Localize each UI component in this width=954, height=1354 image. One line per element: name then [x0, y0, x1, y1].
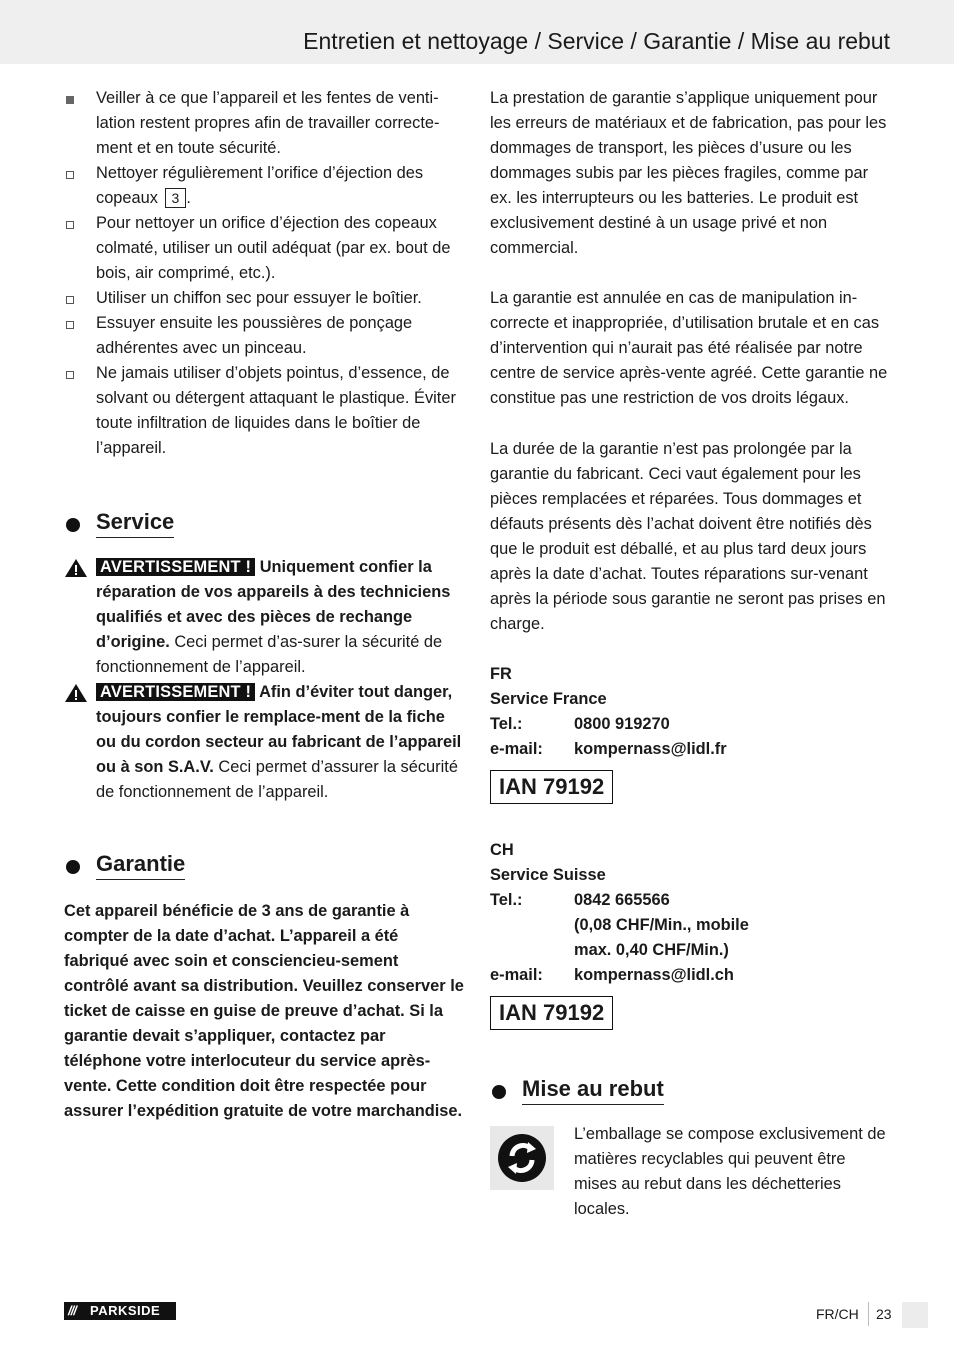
- garantie-paragraph: La garantie est annulée en cas de manipulation in-correcte et inappropriée, d’utilisation brutale et en cas d’intervention qui n’aurait pas été réalisée par notre centre de service après-vente agréé. Cette garantie ne constitue pas une restriction de vos droits légaux.: [490, 289, 888, 407]
- checkbox-bullet-icon: [66, 221, 74, 229]
- left-column: [64, 86, 464, 1124]
- list-item: Pour nettoyer un orifice d’éjection des copeaux colmaté, utiliser un outil adéquat (par ex. bout de bois, air comprimé, etc.).: [64, 211, 464, 286]
- checkbox-bullet-icon: [66, 296, 74, 304]
- parkside-logo: /// PARKSIDE: [64, 1302, 176, 1320]
- service-heading: Service: [64, 507, 464, 541]
- rebut-block: [490, 1122, 892, 1222]
- email-label: e-mail:: [490, 740, 543, 758]
- page-number: 23: [876, 1306, 892, 1322]
- service-name: Service France: [490, 690, 607, 708]
- figure-reference: 3: [165, 188, 187, 208]
- ian-number: IAN 79192: [490, 996, 613, 1030]
- email-address: kompernass@lidl.ch: [574, 966, 734, 984]
- logo-slashes-icon: ///: [68, 1303, 76, 1318]
- list-item: Nettoyer régulièrement l’orifice d’éjection des copeaux 3 .: [64, 161, 464, 211]
- checkbox-bullet-icon: [66, 321, 74, 329]
- right-column: [490, 86, 892, 1222]
- warning-label: AVERTISSEMENT !: [96, 683, 255, 701]
- page-title: Entretien et nettoyage / Service / Garantie / Mise au rebut: [303, 28, 890, 54]
- mise-au-rebut-heading: Mise au rebut: [490, 1074, 892, 1108]
- garantie-text: Cet appareil bénéficie de 3 ans de garantie à compter de la date d’achat. L’appareil a été fabriqué avec soin et consciencieu-sement contrôlé avant sa distribution. Veuillez conserver le ticket de caisse en guise de preuve d’achat. Si la garantie devait s’appliquer, contactez par téléphone votre interlocuteur du service après-vente. Cette condition doit être respectée pour assurer l’expédition gratuite de votre marchandise.: [64, 902, 464, 1120]
- country-code: FR: [490, 665, 512, 683]
- list-item: Veiller à ce que l’appareil et les fentes de venti-lation restent propres afin de travailler correcte-ment et en toute sécurité.: [64, 86, 464, 161]
- garantie-paragraph: La prestation de garantie s’applique uniquement pour les erreurs de matériaux et de fabrication, pas pour les dommages de transport, les pièces d’usure ou les dommages subis par les pièces fragiles, comme par ex. les interrupteurs ou les batteries. Le produit est exclusivement destiné à un usage privé et non commercial.: [490, 89, 887, 257]
- warning-notice: AVERTISSEMENT ! Afin d’éviter tout danger, toujours confier le remplace-ment de la fiche ou du cordon secteur au fabricant de l’appareil ou à son S.A.V. Ceci permet d’assurer la sécurité de fonctionnement de l’appareil.: [64, 680, 464, 805]
- checkbox-bullet-icon: [66, 371, 74, 379]
- email-label: e-mail:: [490, 966, 543, 984]
- ian-number: IAN 79192: [490, 770, 613, 804]
- warning-label: AVERTISSEMENT !: [96, 558, 255, 576]
- country-code: CH: [490, 841, 514, 859]
- recycling-logo: [490, 1126, 554, 1190]
- tel-number: 0800 919270: [574, 715, 670, 733]
- list-item: Utiliser un chiffon sec pour essuyer le boîtier.: [64, 286, 464, 311]
- footer-tab: [902, 1302, 928, 1328]
- checkbox-bullet-icon: [66, 171, 74, 179]
- contact-ch: [490, 838, 892, 1030]
- section-bullet-icon: [66, 860, 80, 874]
- list-item: Ne jamais utiliser d’objets pointus, d’essence, de solvant ou détergent attaquant le plastique. Éviter toute infiltration de liquides dans le boîtier de l’appareil.: [64, 361, 464, 461]
- warning-notice: AVERTISSEMENT ! Uniquement confier la réparation de vos appareils à des techniciens qualifiés et avec des pièces de rechange d’origine. Ceci permet d’as-surer la sécurité de fonctionnement de l’appareil.: [64, 555, 464, 680]
- green-dot-icon: [490, 1126, 554, 1190]
- list-item: Essuyer ensuite les poussières de ponçage adhérentes avec un pinceau.: [64, 311, 464, 361]
- garantie-heading: Garantie: [64, 849, 464, 883]
- contact-fr: [490, 662, 892, 804]
- tel-label: Tel.:: [490, 715, 523, 733]
- warning-triangle-icon: [64, 683, 88, 703]
- section-bullet-icon: [66, 518, 80, 532]
- service-name: Service Suisse: [490, 866, 606, 884]
- rebut-text: L’emballage se compose exclusivement de matières recyclables qui peuvent être mises au rebut dans les déchetteries locales.: [574, 1125, 886, 1218]
- warning-triangle-icon: [64, 558, 88, 578]
- language-code: FR/CH: [816, 1306, 859, 1322]
- email-address: kompernass@lidl.fr: [574, 740, 727, 758]
- page-header: [0, 0, 954, 64]
- footer-divider: [868, 1302, 869, 1326]
- garantie-paragraph: La durée de la garantie n’est pas prolongée par la garantie du fabricant. Ceci vaut également pour les pièces remplacées et réparées. Tous dommages et défauts présents dès l’achat doivent être notifiés dès que le produit est déballé, et au plus tard deux jours après la date d’achat. Toutes réparations sur-venant après la période sous garantie ne seront pas prises en charge.: [490, 440, 886, 633]
- tel-note: max. 0,40 CHF/Min.): [574, 941, 729, 959]
- tel-number: 0842 665566: [574, 891, 670, 909]
- square-bullet-icon: [66, 96, 74, 104]
- tel-label: Tel.:: [490, 891, 523, 909]
- tel-note: (0,08 CHF/Min., mobile: [574, 916, 749, 934]
- section-bullet-icon: [492, 1085, 506, 1099]
